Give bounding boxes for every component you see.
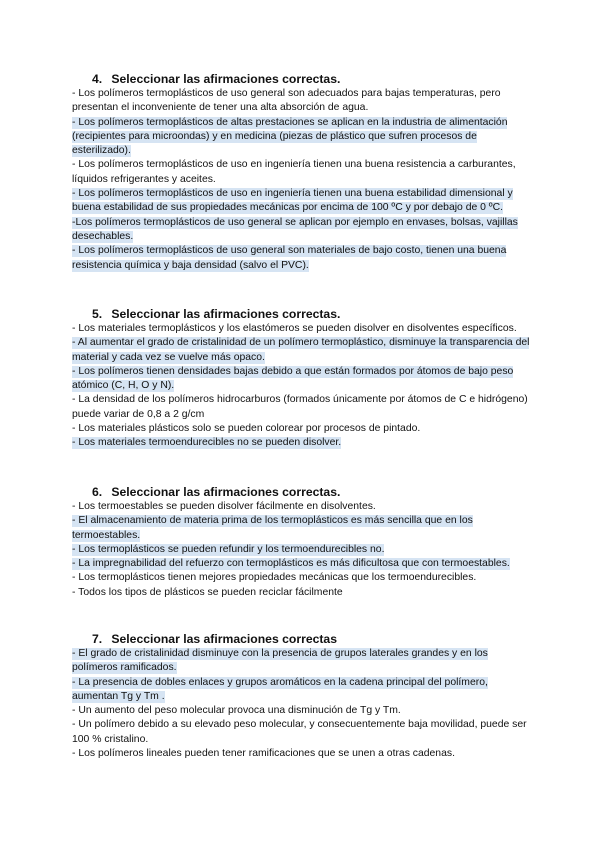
statement bbox=[72, 747, 534, 761]
question-section-5 bbox=[72, 307, 534, 451]
highlighted-statement bbox=[72, 336, 534, 365]
statement-text: - Al aumentar el grado de cristalinidad de un polímero termoplástico, disminuye la transparencia del material y cada vez se vuelve más opaco. bbox=[72, 337, 530, 363]
highlighted-statement bbox=[72, 514, 534, 543]
statement-text: - Los materiales plásticos solo se pueden colorear por procesos de pintado. bbox=[72, 423, 421, 435]
statement bbox=[72, 718, 534, 747]
statement bbox=[72, 393, 534, 422]
question-title bbox=[92, 307, 534, 321]
highlighted-statement bbox=[72, 543, 534, 557]
statement-text: - Los termoplásticos se pueden refundir y los termoendurecibles no. bbox=[72, 543, 385, 555]
statement-text: - La presencia de dobles enlaces y grupos aromáticos en la cadena principal del polímero, aumentan Tg y Tm . bbox=[72, 676, 488, 702]
statement-text: - Los termoplásticos tienen mejores propiedades mecánicas que los termoendurecibles. bbox=[72, 572, 477, 584]
statement-text: - La impregnabilidad del refuerzo con termoplásticos es más dificultosa que con termoestables. bbox=[72, 558, 510, 570]
highlighted-statement bbox=[72, 244, 534, 273]
statement-text: - El almacenamiento de materia prima de los termoplásticos es más sencilla que en los termoestables. bbox=[72, 515, 473, 541]
question-title-text: Seleccionar las afirmaciones correctas bbox=[111, 632, 337, 646]
highlighted-statement bbox=[72, 647, 534, 676]
question-number: 6. bbox=[92, 485, 103, 499]
statement-text: - Todos los tipos de plásticos se pueden reciclar fácilmente bbox=[72, 586, 343, 598]
highlighted-statement bbox=[72, 187, 534, 216]
question-title-text: Seleccionar las afirmaciones correctas. bbox=[111, 72, 341, 86]
statement bbox=[72, 87, 534, 116]
question-title bbox=[92, 72, 534, 86]
statement bbox=[72, 704, 534, 718]
statement bbox=[72, 322, 534, 336]
highlighted-statement bbox=[72, 676, 534, 705]
question-number: 5. bbox=[92, 307, 103, 321]
statement bbox=[72, 586, 534, 600]
highlighted-statement bbox=[72, 557, 534, 571]
statement bbox=[72, 500, 534, 514]
statement-text: - El grado de cristalinidad disminuye con la presencia de grupos laterales grandes y en los polímeros ramificados. bbox=[72, 648, 488, 674]
question-section-7 bbox=[72, 632, 534, 761]
statement-text: - Los polímeros termoplásticos de uso en ingeniería tienen una buena estabilidad dimensional y buena estabilidad de sus propiedades mecánicas por encima de 100 ºC y por debajo de 0 ºC. bbox=[72, 188, 513, 214]
question-title bbox=[92, 485, 534, 499]
statement-text: - Un polímero debido a su elevado peso molecular, y consecuentemente baja movilidad, puede ser 100 % cristalino. bbox=[72, 719, 527, 745]
highlighted-statement bbox=[72, 116, 534, 159]
statement bbox=[72, 422, 534, 436]
statement bbox=[72, 571, 534, 585]
question-title bbox=[92, 632, 534, 646]
highlighted-statement bbox=[72, 436, 534, 450]
statement-text: - Un aumento del peso molecular provoca una disminución de Tg y Tm. bbox=[72, 705, 401, 717]
statement-text: - Los polímeros termoplásticos de uso en ingeniería tienen una buena resistencia a carburantes, líquidos refrigerantes y aceites. bbox=[72, 159, 516, 185]
question-section-4 bbox=[72, 72, 534, 273]
statement-text: - Los polímeros termoplásticos de uso general son adecuados para bajas temperaturas, pero presentan el inconveniente de tener una alta absorción de agua. bbox=[72, 88, 501, 114]
statement-text: - Los polímeros termoplásticos de uso general son materiales de bajo costo, tienen una buena resistencia química y baja densidad (salvo el PVC). bbox=[72, 245, 507, 271]
question-title-text: Seleccionar las afirmaciones correctas. bbox=[111, 307, 341, 321]
statement-text: - Los polímeros lineales pueden tener ramificaciones que se unen a otras cadenas. bbox=[72, 748, 455, 760]
highlighted-statement bbox=[72, 216, 534, 245]
statement-text: - Los termoestables se pueden disolver fácilmente en disolventes. bbox=[72, 501, 376, 512]
statement-text: - Los materiales termoplásticos y los elastómeros se pueden disolver en disolventes específicos. bbox=[72, 323, 517, 334]
question-title-text: Seleccionar las afirmaciones correctas. bbox=[111, 485, 341, 499]
statement-text: - Los polímeros tienen densidades bajas debido a que están formados por átomos de bajo peso atómico (C, H, O y N). bbox=[72, 365, 514, 392]
statement-text: - Los materiales termoendurecibles no se pueden disolver. bbox=[72, 437, 342, 449]
statement-text: - La densidad de los polímeros hidrocarburos (formados únicamente por átomos de C e hidrógeno) puede variar de 0,8 a 2 g/cm bbox=[72, 394, 528, 420]
statement-text: -Los polímeros termoplásticos de uso general se aplican por ejemplo en envases, bolsas, vajillas desechables. bbox=[72, 216, 518, 242]
statement-text: - Los polímeros termoplásticos de altas prestaciones se aplican en la industria de alimentación (recipientes para microondas) y en medicina (piezas de plástico que sufren procesos de esterilizado). bbox=[72, 116, 508, 157]
question-number: 7. bbox=[92, 632, 103, 646]
highlighted-statement bbox=[72, 365, 534, 394]
question-section-6 bbox=[72, 485, 534, 600]
statement bbox=[72, 158, 534, 187]
question-number: 4. bbox=[92, 72, 103, 86]
